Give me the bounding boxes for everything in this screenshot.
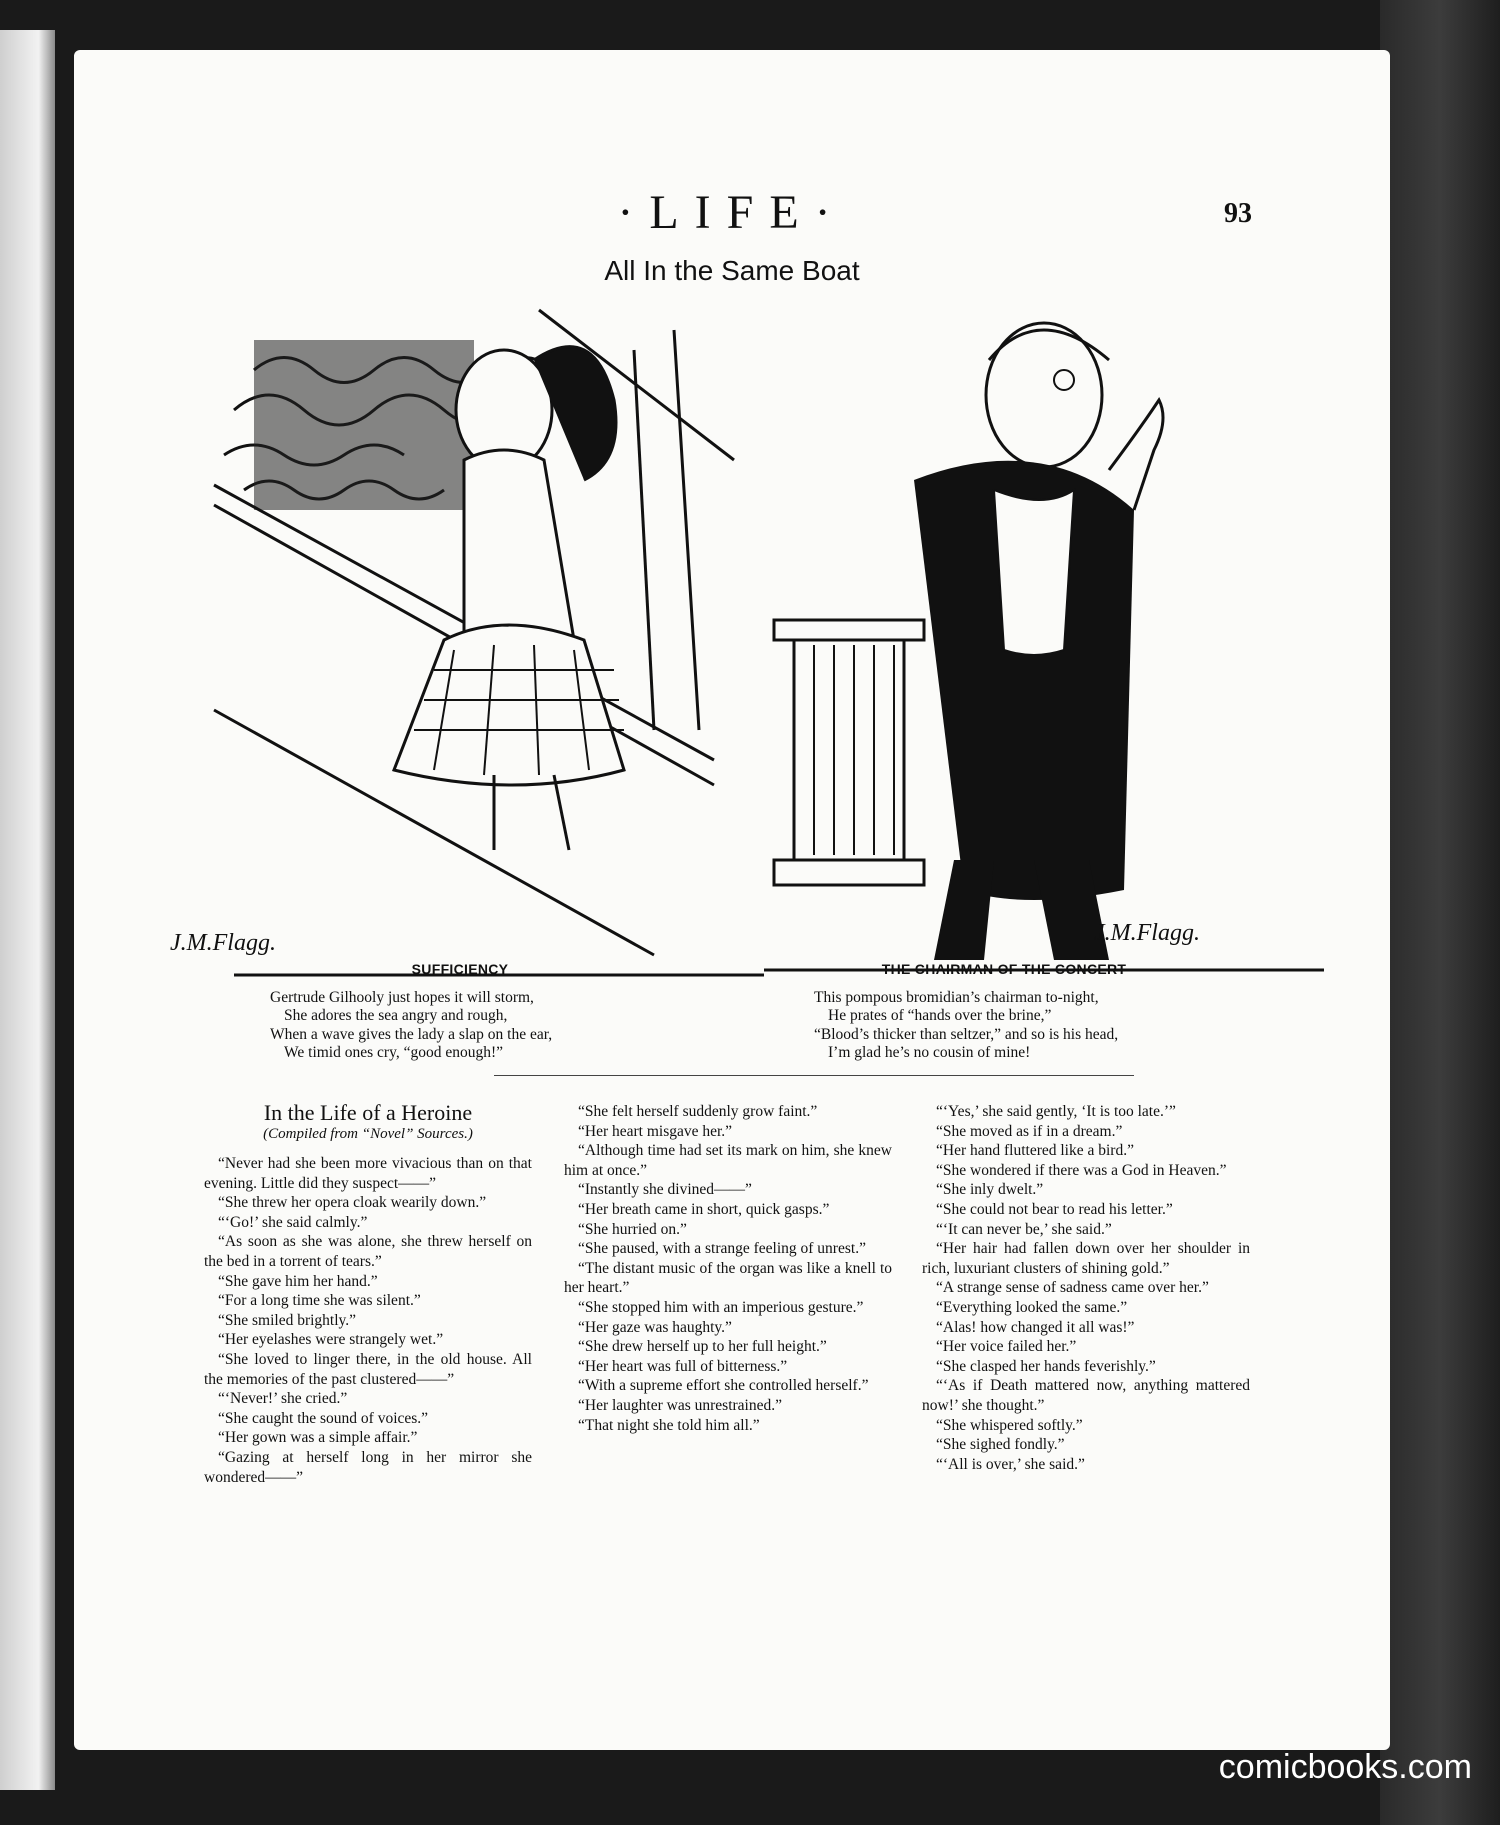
story-paragraph: “Her gown was a simple affair.” [218,1429,418,1447]
story-paragraph: “Everything looked the same.” [936,1298,1128,1316]
story-paragraph: “She moved as if in a dream.” [936,1122,1123,1140]
watermark: comicbooks.com [1218,1748,1472,1786]
story-paragraph: “Her eyelashes were strangely wet.” [218,1331,444,1349]
story-paragraph: “She clasped her hands feverishly.” [936,1357,1156,1375]
story-paragraph: “She inly dwelt.” [936,1181,1044,1199]
story-paragraph: “‘Go!’ she said calmly.” [218,1213,368,1231]
story-paragraph: “As soon as she was alone, she threw herself on the bed in a torrent of tears.” [204,1233,532,1270]
scan-background [1380,0,1500,1825]
story-paragraph: “Gazing at herself long in her mirror she wondered——” [204,1448,532,1486]
right-caption-title: THE CHAIRMAN OF THE CONCERT [881,961,1127,977]
story-paragraph: “‘All is over,’ she said.” [936,1455,1085,1473]
story-paragraph: “Her gaze was haughty.” [578,1318,732,1336]
story-paragraph: “Her hair had fallen down over her shoulder in rich, luxuriant clusters of shining gold.” [922,1240,1250,1277]
story-paragraph: “‘Yes,’ she said gently, ‘It is too late.’” [936,1103,1176,1120]
story-paragraph: “Her hand fluttered like a bird.” [936,1142,1134,1160]
adjacent-page-edge [0,30,55,1790]
story-title: In the Life of a Heroine [263,1100,473,1125]
masthead: ·LIFE· [617,186,847,239]
story-paragraph: “‘Never!’ she cried.” [218,1390,348,1408]
story-column-3 [922,1102,1250,1474]
story-paragraph: “Alas! how changed it all was!” [936,1318,1135,1336]
story-paragraph: “She felt herself suddenly grow faint.” [578,1103,818,1120]
page-subtitle: All In the Same Boat [604,255,860,286]
story-paragraph: “Her heart misgave her.” [578,1122,733,1140]
verse-line: Gertrude Gilhooly just hopes it will storm, [270,988,534,1006]
story-paragraph: “Never had she been more vivacious than on that evening. Little did they suspect——” [204,1155,532,1192]
story-paragraph: “She could not bear to read his letter.” [936,1200,1173,1218]
section-divider [494,1075,1134,1076]
verse-line: He prates of “hands over the brine,” [828,1007,1052,1024]
story-paragraph: “She caught the sound of voices.” [218,1409,429,1427]
story-paragraph: “Instantly she divined——” [578,1181,752,1199]
story-paragraph: “With a supreme effort she controlled herself.” [578,1377,869,1395]
story-paragraph: “Her breath came in short, quick gasps.” [578,1200,830,1218]
story-paragraph: “She loved to linger there, in the old house. All the memories of the past clustered——” [204,1350,532,1388]
right-cartoon-signature: J.M.Flagg. [1094,920,1200,946]
right-cartoon-illustration [764,300,1324,980]
story-paragraph: “The distant music of the organ was like a knell to her heart.” [564,1259,892,1297]
verse-line: When a wave gives the lady a slap on the ear, [270,1025,553,1043]
verse-line: We timid ones cry, “good enough!” [284,1044,503,1061]
verse-line: I’m glad he’s no cousin of mine! [828,1044,1031,1061]
story-paragraph: “She hurried on.” [578,1220,687,1238]
verse-line: This pompous bromidian’s chairman to-night, [814,988,1099,1006]
story-paragraph: “She threw her opera cloak wearily down.” [218,1194,487,1212]
left-caption-title: SUFFICIENCY [411,961,509,977]
story-paragraph: “She smiled brightly.” [218,1311,357,1329]
magazine-page [74,50,1390,1750]
story-column-2 [564,1102,892,1435]
story-paragraph: “For a long time she was silent.” [218,1292,421,1310]
story-paragraph: “‘It can never be,’ she said.” [936,1220,1112,1238]
page-number: 93 [1224,198,1252,229]
right-caption [814,960,1194,1063]
story-paragraph: “She wondered if there was a God in Heaven.” [936,1161,1227,1179]
verse-line: She adores the sea angry and rough, [284,1007,508,1024]
story-paragraph: “She gave him her hand.” [218,1272,378,1290]
story-paragraph: “A strange sense of sadness came over her.” [936,1279,1209,1297]
left-cartoon-signature: J.M.Flagg. [170,930,276,956]
left-caption [270,960,650,1063]
story-paragraph: “Her voice failed her.” [936,1338,1077,1356]
story-paragraph: “She paused, with a strange feeling of unrest.” [578,1240,866,1258]
story-paragraph: “‘As if Death mattered now, anything mattered now!’ she thought.” [922,1377,1250,1414]
story-paragraph: “That night she told him all.” [578,1416,760,1434]
story-paragraph: “Her heart was full of bitterness.” [578,1357,788,1375]
left-cartoon-illustration [194,290,814,980]
verse-line: “Blood’s thicker than seltzer,” and so is his head, [814,1025,1119,1043]
story-paragraph: “She drew herself up to her full height.” [578,1338,827,1356]
story-paragraph: “Although time had set its mark on him, she knew him at once.” [564,1142,892,1179]
story-paragraph: “Her laughter was unrestrained.” [578,1396,782,1414]
story-paragraph: “She sighed fondly.” [936,1436,1065,1454]
story-paragraph: “She whispered softly.” [936,1416,1083,1434]
story-paragraph: “She stopped him with an imperious gesture.” [578,1298,864,1316]
story-column-1 [204,1154,532,1487]
story-subtitle: (Compiled from “Novel” Sources.) [263,1126,473,1142]
